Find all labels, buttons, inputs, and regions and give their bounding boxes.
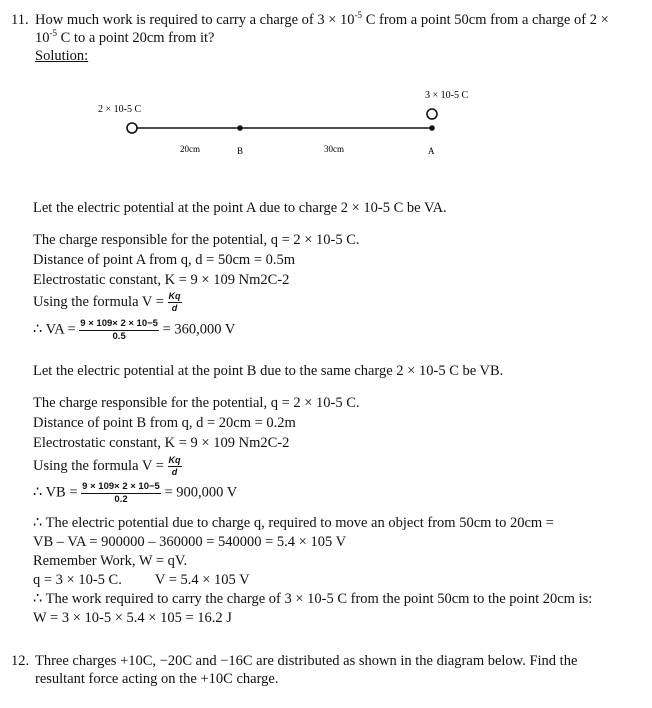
question-text-part: C to a point 20cm from it? [57,30,215,47]
formula-numerator: Kq [168,455,182,467]
question-text-part: resultant force acting on the +10C charge. [35,671,279,688]
question-12 [11,652,641,688]
conclusion-line-2: VB – VA = 900000 – 360000 = 540000 = 5.4 × 105 V [33,534,347,550]
calc-numerator: 9 × 109× 2 × 10−5 [80,318,158,329]
calc-lhs: ∴ VB = [33,484,78,501]
left-charge-label: 2 × 10-5 C [98,104,142,115]
question-text-part: How much work is required to carry a charge of 3 × 10 [35,12,355,28]
part-a-formula [33,291,182,315]
part-b-calc [33,481,237,506]
charge-diagram [0,0,652,170]
right-charge-label: 3 × 10-5 C [425,90,469,101]
right-charge-circle [427,109,437,119]
point-b-label: B [237,146,244,156]
part-b-intro: Let the electric potential at the point B due to the same charge 2 × 10-5 C be VB. [33,363,504,379]
conclusion-line-6: W = 3 × 10-5 × 5.4 × 105 = 16.2 J [33,610,232,626]
formula-fraction [168,455,182,479]
exponent: -5 [49,28,57,39]
calc-fraction [79,318,159,343]
question-text-part: C from a point 50cm from a charge of 2 × [362,12,609,28]
conclusion-line-1: ∴ The electric potential due to charge q, required to move an object from 50cm to 20cm = [33,515,554,531]
calc-denominator: 0.2 [114,493,128,505]
part-b-constant: Electrostatic constant, K = 9 × 109 Nm2C-2 [33,435,290,451]
calc-numerator: 9 × 109× 2 × 10−5 [82,481,160,492]
part-b-formula [33,455,182,479]
formula-fraction [168,291,182,315]
part-a-charge: The charge responsible for the potential, q = 2 × 10-5 C. [33,232,360,248]
formula-numerator: Kq [168,291,182,303]
point-a-label: A [428,146,435,156]
calc-denominator: 0.5 [112,330,126,342]
left-charge-circle [127,123,137,133]
part-a-intro: Let the electric potential at the point A due to charge 2 × 10-5 C be VA. [33,200,447,216]
conclusion-line-4 [33,571,250,589]
point-b-dot [237,125,243,131]
exponent: -5 [354,10,363,21]
calc-lhs: ∴ VA = [33,321,76,338]
question-number: 12. [11,653,30,669]
part-a-constant: Electrostatic constant, K = 9 × 109 Nm2C-2 [33,272,290,288]
formula-denominator: d [171,303,178,314]
conclusion-line-5: ∴ The work required to carry the charge of 3 × 10-5 C from the point 50cm to the point 20cm is: [33,591,593,607]
calc-result: = 360,000 V [162,321,236,338]
part-a-distance: Distance of point A from q, d = 50cm = 0.5m [33,252,296,268]
point-a-dot [429,125,435,131]
calc-fraction [81,481,161,506]
potential-value: V = 5.4 × 105 V [154,572,250,588]
part-b-charge: The charge responsible for the potential, q = 2 × 10-5 C. [33,395,360,411]
charge-value: q = 3 × 10-5 C. [33,572,122,588]
question-text-part: 10 [35,30,50,47]
distance-20cm-label: 20cm [180,144,200,154]
formula-denominator: d [171,467,178,478]
calc-result: = 900,000 V [164,484,238,501]
question-number: 11. [11,12,29,28]
part-b-distance: Distance of point B from q, d = 20cm = 0.2m [33,415,296,431]
question-text [35,652,641,688]
formula-label: Using the formula V = [33,458,164,475]
conclusion-line-3: Remember Work, W = qV. [33,553,188,569]
distance-30cm-label: 30cm [324,144,344,154]
part-a-calc [33,318,235,343]
formula-label: Using the formula V = [33,294,164,311]
question-text-part: Three charges +10C, −20C and −16C are distributed as shown in the diagram below. Find the [35,653,578,669]
solution-label: Solution: [35,48,89,65]
